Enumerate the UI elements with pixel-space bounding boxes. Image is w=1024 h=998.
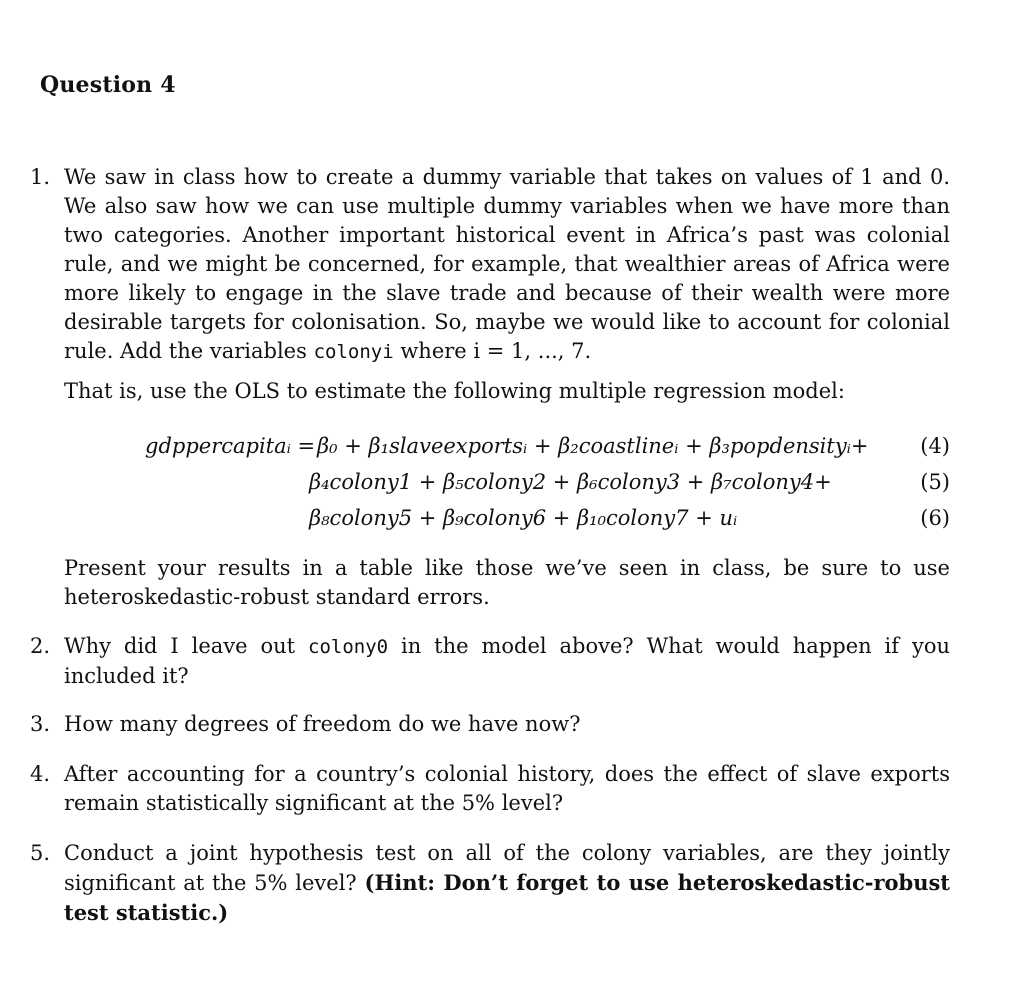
question-item-2 <box>30 632 950 691</box>
variable-colonyi: colonyi <box>313 341 394 363</box>
equation-tag-5: (5) <box>920 470 950 494</box>
item-1-paragraph-2: That is, use the OLS to estimate the following multiple regression model: <box>64 379 845 403</box>
item-number: 5. <box>30 841 51 865</box>
item-number: 4. <box>30 762 51 786</box>
question-item-3 <box>30 710 950 739</box>
item-number: 3. <box>30 712 51 736</box>
item-1-paragraph-3: Present your results in a table like those we’ve seen in class, be sure to use heteroskedastic-robust standard errors. <box>64 556 950 609</box>
item-4-text: After accounting for a country’s colonial history, does the effect of slave exports remain statistically significant at the 5% level? <box>64 762 950 815</box>
equation-line-3-rhs: β₈colony5 + β₉colony6 + β₁₀colony7 + uᵢ <box>309 506 738 530</box>
equation-line-2 <box>145 464 950 500</box>
item-1-intro-model <box>30 377 950 406</box>
item-2-text-post: in the model above? What would happen if you included it? <box>64 634 950 688</box>
question-item-4 <box>30 760 950 818</box>
question-title: Question 4 <box>40 72 176 98</box>
item-1-results-instructions <box>30 554 950 612</box>
equation-tag-4: (4) <box>920 434 950 458</box>
equation-line-1 <box>145 428 950 464</box>
equation-line-3 <box>145 500 950 536</box>
regression-equation <box>145 428 950 536</box>
equation-lhs: gdppercapitaᵢ = <box>145 434 316 458</box>
question-item-1 <box>30 163 950 367</box>
item-1-paragraph: We saw in class how to create a dummy variable that takes on values of 1 and 0. We also saw how we can use multiple dummy variables when we have more than two categories. Another important historical event in Africa’s past was colonial rule, and we might be concerned, for example, that wealthier areas of Africa were more likely to engage in the slave trade and because of their wealth were more desirable targets for colonisation. So, maybe we would like to account for colonial rule. Add the variables <box>64 165 950 363</box>
item-2-text-pre: Why did I leave out <box>64 634 296 658</box>
item-1-paragraph-end: where i = 1, ..., 7. <box>400 339 592 363</box>
equation-line-2-rhs: β₄colony1 + β₅colony2 + β₆colony3 + β₇colony4+ <box>309 470 832 494</box>
item-5-hint: (Hint: Don’t forget to use heteroskedastic-robust test statistic.) <box>64 870 950 925</box>
question-item-5 <box>30 839 950 928</box>
equation-line-1-rhs: β₀ + β₁slaveexportsᵢ + β₂coastlineᵢ + β₃popdensityᵢ+ <box>317 434 869 458</box>
item-3-text: How many degrees of freedom do we have now? <box>64 712 581 736</box>
variable-colony0: colony0 <box>308 636 389 658</box>
item-5-text: Conduct a joint hypothesis test on all of the colony variables, are they jointly significant at the 5% level? <box>64 841 950 895</box>
item-number: 2. <box>30 634 51 658</box>
equation-tag-6: (6) <box>920 506 950 530</box>
item-number: 1. <box>30 165 51 189</box>
